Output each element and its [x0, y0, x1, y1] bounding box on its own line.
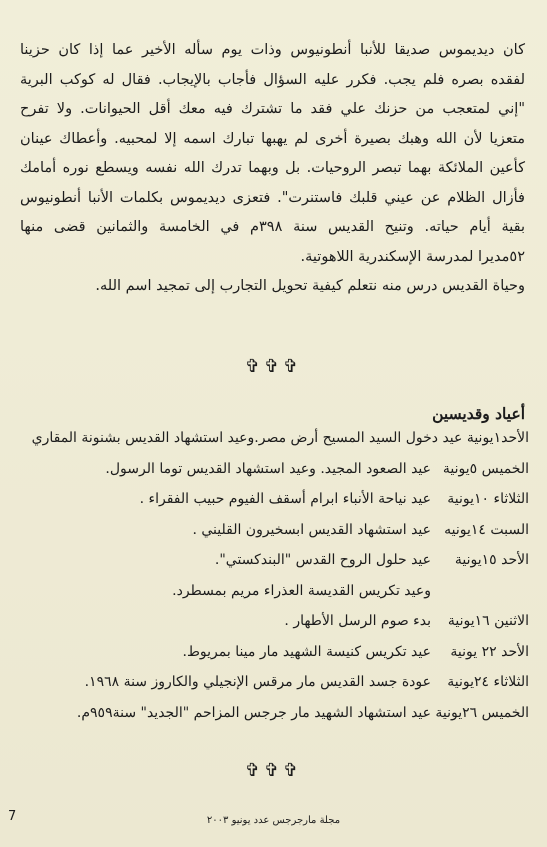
feast-desc: عيد الصعود المجيد. وعيد استشهاد القديس توما الرسول. — [105, 460, 431, 477]
feasts-heading: أعياد وقديسين — [432, 404, 525, 423]
feast-row — [19, 522, 529, 553]
magazine-footer: مجلة مارجرجس عدد يونيو ٢٠٠٣ — [206, 815, 341, 826]
feast-desc: عيد استشهاد القديس ابسخيرون القليني . — [192, 521, 431, 538]
feast-day: الأحد ١٥يونية — [454, 552, 529, 568]
feast-day: الأحد ٢٢ يونية — [450, 643, 529, 660]
paragraph-line: بقية أيام حياته. وتنيح القديس سنة ٣٩٨م في الخامسة والثمانين قضى منها — [20, 219, 525, 235]
feast-row — [19, 705, 529, 736]
feast-row — [19, 644, 529, 675]
feast-desc: عيد نياحة الأنباء ابرام أسقف الفيوم حبيب الفقراء . — [139, 491, 431, 507]
paragraph-line: كأعين الملائكة بهما تبصر الروحيات. بل وبهما تدرك الله نفسه ويسطع نوره أمامك — [20, 160, 525, 176]
feast-row — [19, 491, 529, 522]
feast-day: الثلاثاء ١٠يونية — [447, 491, 529, 507]
feast-row — [19, 461, 529, 492]
paragraph-line: "إني لمتعجب من حزنك علي فقد ما تشترك فيه معك أقل الحيوانات. ولا تفرح — [20, 101, 525, 117]
paragraph-line: وحياة القديس درس منه نتعلم كيفية تحويل التجارب إلى تمجيد اسم الله. — [95, 278, 525, 294]
feast-intro-row: الأحد١يونية عيد دخول السيد المسيح أرض مصر.وعيد استشهاد القديس بشنونة المقاري — [31, 430, 529, 446]
paragraph-line: متعزيا لأن الله وهبك بصيرة أخرى لم يهبها تبارك اسمه إلا لمحبيه. وأعطاك عينان — [20, 130, 525, 147]
feast-row — [19, 674, 529, 705]
feast-day: السبت ١٤يونيه — [444, 521, 529, 538]
feast-row — [19, 583, 529, 614]
feast-day: الخميس ٥يونية — [442, 460, 529, 477]
feast-row — [19, 552, 529, 583]
feast-desc: وعيد تكريس القديسة العذراء مريم بمسطرد. — [172, 582, 431, 599]
cross-divider-bottom: ✞✞✞ — [244, 760, 303, 781]
feast-desc: عيد تكريس كنيسة الشهيد مار مينا بمريوط. — [182, 643, 431, 660]
feasts-list — [19, 430, 529, 735]
cross-divider-top: ✞✞✞ — [244, 356, 303, 377]
paragraph-line: ٥٢مديرا لمدرسة الإسكندرية اللاهوتية. — [300, 248, 525, 265]
paragraph-line: فأزال الظلام عن عيني قلبك فاستنرت". فتعزى ديديموس بكلمات الأنبا أنطونيوس — [20, 189, 525, 206]
feast-day: الاثنين ١٦يونية — [447, 613, 529, 629]
feast-desc: عودة جسد القديس مار مرقس الإنجيلي والكاروز سنة ١٩٦٨. — [84, 674, 431, 690]
paragraph-line: لفقده بصره فلم يجب. فكرر عليه السؤال فأجاب بالإيجاب. فقال له كوكب البرية — [20, 71, 525, 88]
page-number: 7 — [8, 809, 17, 824]
feast-day: الخميس ٢٦يونية — [435, 704, 529, 721]
feast-desc: بدء صوم الرسل الأطهار . — [284, 613, 431, 629]
feast-row — [19, 613, 529, 644]
feast-day: الثلاثاء ٢٤يونية — [447, 674, 529, 690]
feast-desc: عيد استشهاد الشهيد مار جرجس المزاحم "الجديد" سنة٩٥٩م. — [76, 704, 431, 721]
saint-story-paragraph — [20, 36, 525, 302]
paragraph-line: كان ديديموس صديقا للأنبا أنطونيوس وذات يوم سأله الأخير عما إذا كان حزينا — [20, 42, 525, 58]
feast-desc: عيد حلول الروح القدس "البندكستي". — [214, 552, 431, 568]
